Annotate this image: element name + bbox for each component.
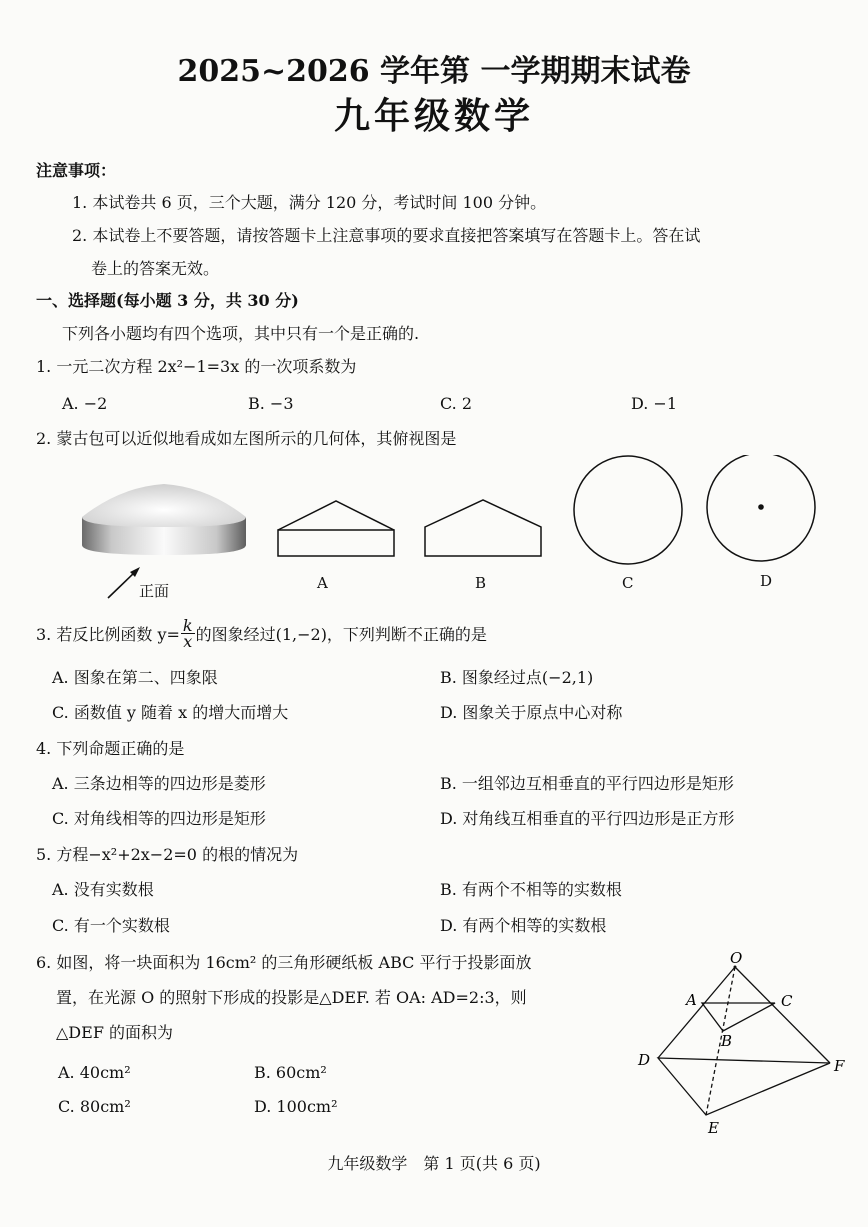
exam-title: 2025~2026 学年第 一学期期末试卷 <box>177 54 691 89</box>
point-o-label: O <box>730 949 743 967</box>
q3-option-d: D. 图象关于原点中心对称 <box>440 703 623 722</box>
q6-stem-line3: △DEF 的面积为 <box>56 1023 174 1042</box>
option-c-figure <box>574 456 682 564</box>
q2-option-d-label: D <box>760 572 773 590</box>
q3-option-b: B. 图象经过点(−2,1) <box>440 668 594 687</box>
q5-stem: 5. 方程−x²+2x−2=0 的根的情况为 <box>36 845 299 864</box>
point-e-label: E <box>708 1119 719 1137</box>
point-f-label: F <box>834 1057 845 1075</box>
point-a-label: A <box>686 991 697 1009</box>
q6-option-a: A. 40cm² <box>58 1063 131 1082</box>
q6-projection-diagram <box>620 945 860 1140</box>
q2-figures <box>0 455 868 605</box>
q3-option-a: A. 图象在第二、四象限 <box>52 668 218 687</box>
q5-option-d: D. 有两个相等的实数根 <box>440 916 607 935</box>
point-b-label: B <box>721 1032 733 1050</box>
q6-option-b: B. 60cm² <box>254 1063 327 1082</box>
notice-item-1: 1. 本试卷共 6 页，三个大题，满分 120 分，考试时间 100 分钟。 <box>72 193 547 212</box>
q1-stem: 1. 一元二次方程 2x²−1=3x 的一次项系数为 <box>36 357 357 376</box>
notice-heading: 注意事项： <box>36 161 117 180</box>
q5-option-b: B. 有两个不相等的实数根 <box>440 880 622 899</box>
q2-option-a-label: A <box>317 574 328 592</box>
q4-option-a: A. 三条边相等的四边形是菱形 <box>52 774 266 793</box>
q3-stem-pre: 3. 若反比例函数 y= <box>36 625 180 644</box>
q2-option-c-label: C <box>622 574 634 592</box>
q1-option-a: A. −2 <box>62 394 108 413</box>
option-d-center-dot <box>758 504 764 510</box>
q5-option-a: A. 没有实数根 <box>52 880 154 899</box>
q4-option-d: D. 对角线互相垂直的平行四边形是正方形 <box>440 809 735 828</box>
q4-option-c: C. 对角线相等的四边形是矩形 <box>52 809 266 828</box>
subject-title: 九年级数学 <box>333 95 534 137</box>
q6-stem-line2: 置，在光源 O 的照射下形成的投影是△DEF. 若 OA: AD=2:3，则 <box>56 988 527 1007</box>
option-b-figure <box>425 500 541 556</box>
page-footer: 九年级数学 第 1 页(共 6 页) <box>327 1154 541 1173</box>
q3-stem-post: 的图象经过(1,−2)，下列判断不正确的是 <box>195 625 487 644</box>
yurt-solid <box>82 484 246 555</box>
point-d-label: D <box>638 1051 651 1069</box>
q5-option-c: C. 有一个实数根 <box>52 916 170 935</box>
point-c-label: C <box>781 992 793 1010</box>
front-arrow <box>108 571 136 598</box>
q3-stem <box>36 616 487 651</box>
q4-option-b: B. 一组邻边互相垂直的平行四边形是矩形 <box>440 774 734 793</box>
q2-option-b-label: B <box>475 574 487 592</box>
q3-fraction-denominator: x <box>183 632 193 651</box>
q6-stem-line1: 6. 如图，将一块面积为 16cm² 的三角形硬纸板 ABC 平行于投影面放 <box>36 953 532 972</box>
q2-stem: 2. 蒙古包可以近似地看成如左图所示的几何体，其俯视图是 <box>36 429 457 448</box>
q1-option-c: C. 2 <box>440 394 473 413</box>
q3-fraction-numerator: k <box>182 616 193 635</box>
section-heading: 一、选择题(每小题 3 分，共 30 分) <box>36 291 299 310</box>
q1-option-d: D. −1 <box>631 394 678 413</box>
front-label: 正面 <box>139 582 170 600</box>
q3-option-c: C. 函数值 y 随着 x 的增大而增大 <box>52 703 289 722</box>
q3-fraction <box>181 618 195 649</box>
q6-option-d: D. 100cm² <box>254 1097 338 1116</box>
q4-stem: 4. 下列命题正确的是 <box>36 739 185 758</box>
notice-item-2-line2: 卷上的答案无效。 <box>91 259 220 278</box>
section-instruction: 下列各小题均有四个选项，其中只有一个是正确的. <box>62 324 420 343</box>
notice-item-2-line1: 2. 本试卷上不要答题，请按答题卡上注意事项的要求直接把答案填写在答题卡上。答在试 <box>72 226 701 245</box>
option-a-figure <box>278 501 394 556</box>
q1-option-b: B. −3 <box>248 394 294 413</box>
q6-option-c: C. 80cm² <box>58 1097 131 1116</box>
